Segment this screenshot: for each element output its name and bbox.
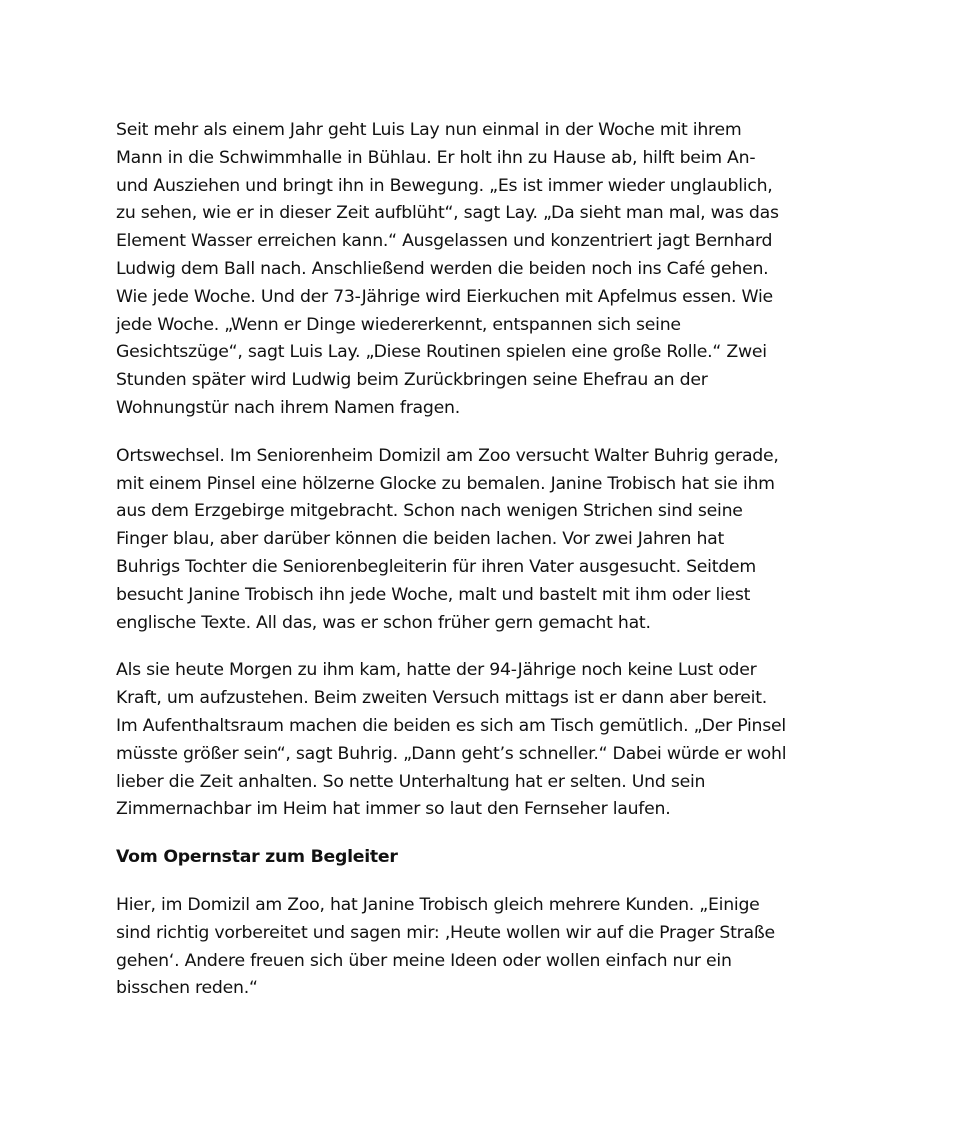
paragraph-2 <box>116 443 858 638</box>
text-line: besucht Janine Trobisch ihn jede Woche, malt und bastelt mit ihm oder liest <box>116 584 751 605</box>
paragraph-1 <box>116 117 858 423</box>
text-line: mit einem Pinsel eine hölzerne Glocke zu bemalen. Janine Trobisch hat sie ihm <box>116 473 775 494</box>
text-line: bisschen reden.“ <box>116 978 258 999</box>
text-line: Im Aufenthaltsraum machen die beiden es sich am Tisch gemütlich. „Der Pinsel <box>116 715 786 736</box>
text-line: Kraft, um aufzustehen. Beim zweiten Versuch mittags ist er dann aber bereit. <box>116 688 767 709</box>
text-line: gehen‘. Andere freuen sich über meine Ideen oder wollen einfach nur ein <box>116 950 732 971</box>
document-page <box>116 117 858 1023</box>
text-line: Wie jede Woche. Und der 73-Jährige wird Eierkuchen mit Apfelmus essen. Wie <box>116 286 773 307</box>
text-line: und Ausziehen und bringt ihn in Bewegung. „Es ist immer wieder unglaublich, <box>116 175 773 196</box>
text-line: Buhrigs Tochter die Seniorenbegleiterin für ihren Vater ausgesucht. Seitdem <box>116 556 756 577</box>
text-line: Wohnungstür nach ihrem Namen fragen. <box>116 397 460 418</box>
text-line: Mann in die Schwimmhalle in Bühlau. Er holt ihn zu Hause ab, hilft beim An- <box>116 147 756 168</box>
text-line: sind richtig vorbereitet und sagen mir: ‚Heute wollen wir auf die Prager Straße <box>116 922 775 943</box>
text-line: Ortswechsel. Im Seniorenheim Domizil am Zoo versucht Walter Buhrig gerade, <box>116 445 779 466</box>
text-line: Hier, im Domizil am Zoo, hat Janine Trobisch gleich mehrere Kunden. „Einige <box>116 894 760 915</box>
text-line: müsste größer sein“, sagt Buhrig. „Dann geht’s schneller.“ Dabei würde er wohl <box>116 743 787 764</box>
text-line: aus dem Erzgebirge mitgebracht. Schon nach wenigen Strichen sind seine <box>116 501 743 522</box>
text-line: Seit mehr als einem Jahr geht Luis Lay nun einmal in der Woche mit ihrem <box>116 120 742 140</box>
text-line: Element Wasser erreichen kann.“ Ausgelassen und konzentriert jagt Bernhard <box>116 231 773 252</box>
paragraph-3 <box>116 657 858 824</box>
text-line: jede Woche. „Wenn er Dinge wiedererkennt, entspannen sich seine <box>116 314 681 335</box>
text-line: Finger blau, aber darüber können die beiden lachen. Vor zwei Jahren hat <box>116 529 725 550</box>
text-line: zu sehen, wie er in dieser Zeit aufblüht“, sagt Lay. „Da sieht man mal, was das <box>116 203 779 224</box>
paragraph-4 <box>116 892 858 1003</box>
text-line: Stunden später wird Ludwig beim Zurückbringen seine Ehefrau an der <box>116 370 708 391</box>
text-line: Ludwig dem Ball nach. Anschließend werden die beiden noch ins Café gehen. <box>116 258 769 279</box>
section-subheading: Vom Opernstar zum Begleiter <box>116 847 398 868</box>
text-line: Zimmernachbar im Heim hat immer so laut den Fernseher laufen. <box>116 799 671 820</box>
text-line: Gesichtszüge“, sagt Luis Lay. „Diese Routinen spielen eine große Rolle.“ Zwei <box>116 342 767 363</box>
text-line: englische Texte. All das, was er schon früher gern gemacht hat. <box>116 612 651 633</box>
text-line: lieber die Zeit anhalten. So nette Unterhaltung hat er selten. Und sein <box>116 771 706 792</box>
text-line: Als sie heute Morgen zu ihm kam, hatte der 94-Jährige noch keine Lust oder <box>116 660 757 681</box>
